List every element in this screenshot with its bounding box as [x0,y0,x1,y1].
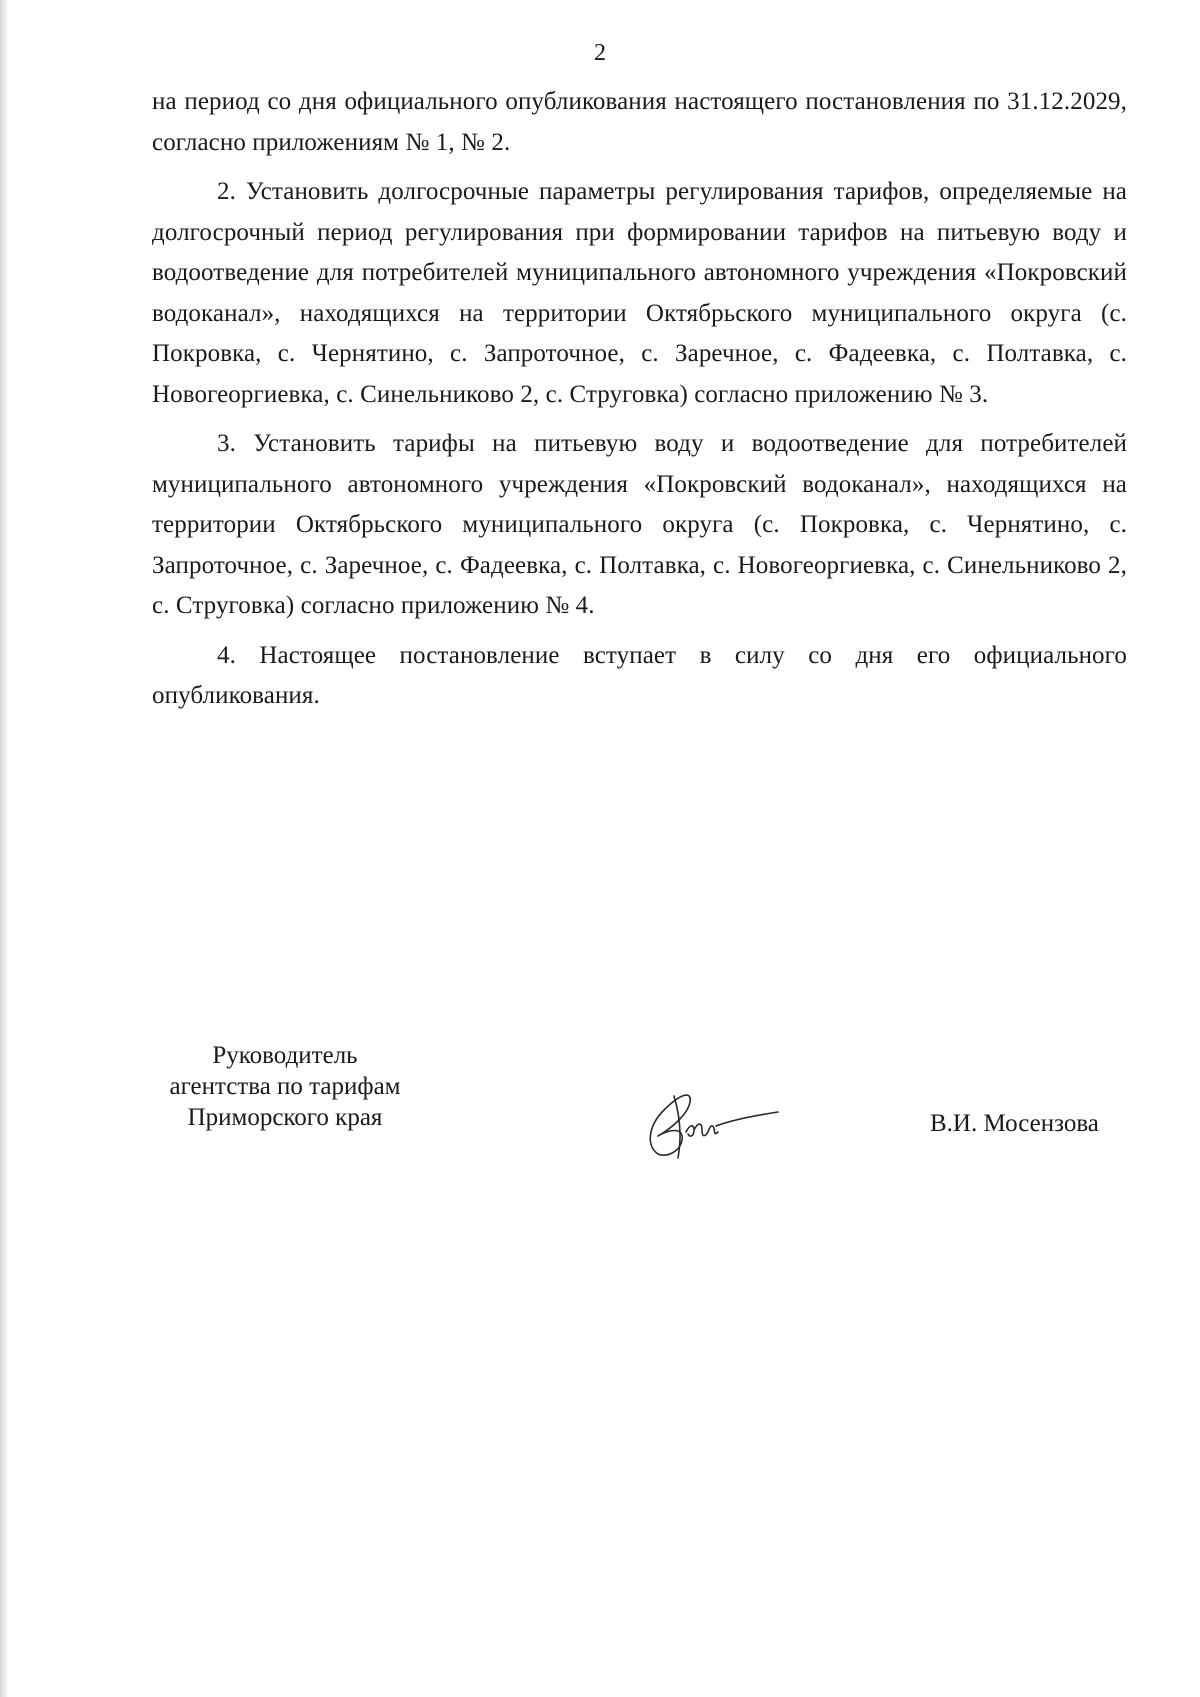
signatory-title [140,1040,430,1133]
signatory-title-line: Руководитель [212,1042,358,1069]
signer-name: В.И. Мосензова [930,1110,1099,1137]
paragraph-2: 2. Установить долгосрочные параметры регулирования тарифов, определяемые на долгосрочный период регулирования при формировании тарифов на питьевую воду и водоотведение для потребителей муниципального автономного учреждения «Покровский водоканал», находящихся на территории Октябрьского муниципального округа (с. Покровка, с. Чернятино, с. Запроточное, с. Заречное, с. Фадеевка, с. Полтавка, с. Новогеоргиевка, с. Синельниково 2, с. Струговка) согласно приложению № 3. [152,178,1127,408]
paragraph-3: 3. Установить тарифы на питьевую воду и водоотведение для потребителей муниципального автономного учреждения «Покровский водоканал», находящихся на территории Октябрьского муниципального округа (с. Покровка, с. Чернятино, с. Запроточное, с. Заречное, с. Фадеевка, с. Полтавка, с. Новогеоргиевка, с. Синельниково 2, с. Струговка) согласно приложению № 4. [152,430,1127,619]
document-body [152,82,1127,717]
paragraph-continuation: на период со дня официального опубликования настоящего постановления по 31.12.2029, согласно приложениям № 1, № 2. [152,88,1127,156]
scan-edge [0,0,8,1697]
handwritten-signature [628,1066,788,1166]
signatory-title-line: агентства по тарифам [169,1073,401,1100]
page-number: 2 [594,40,606,66]
paragraph-4: 4. Настоящее постановление вступает в силу со дня его официального опубликования. [152,641,1127,709]
signatory-title-line: Приморского края [187,1104,383,1131]
